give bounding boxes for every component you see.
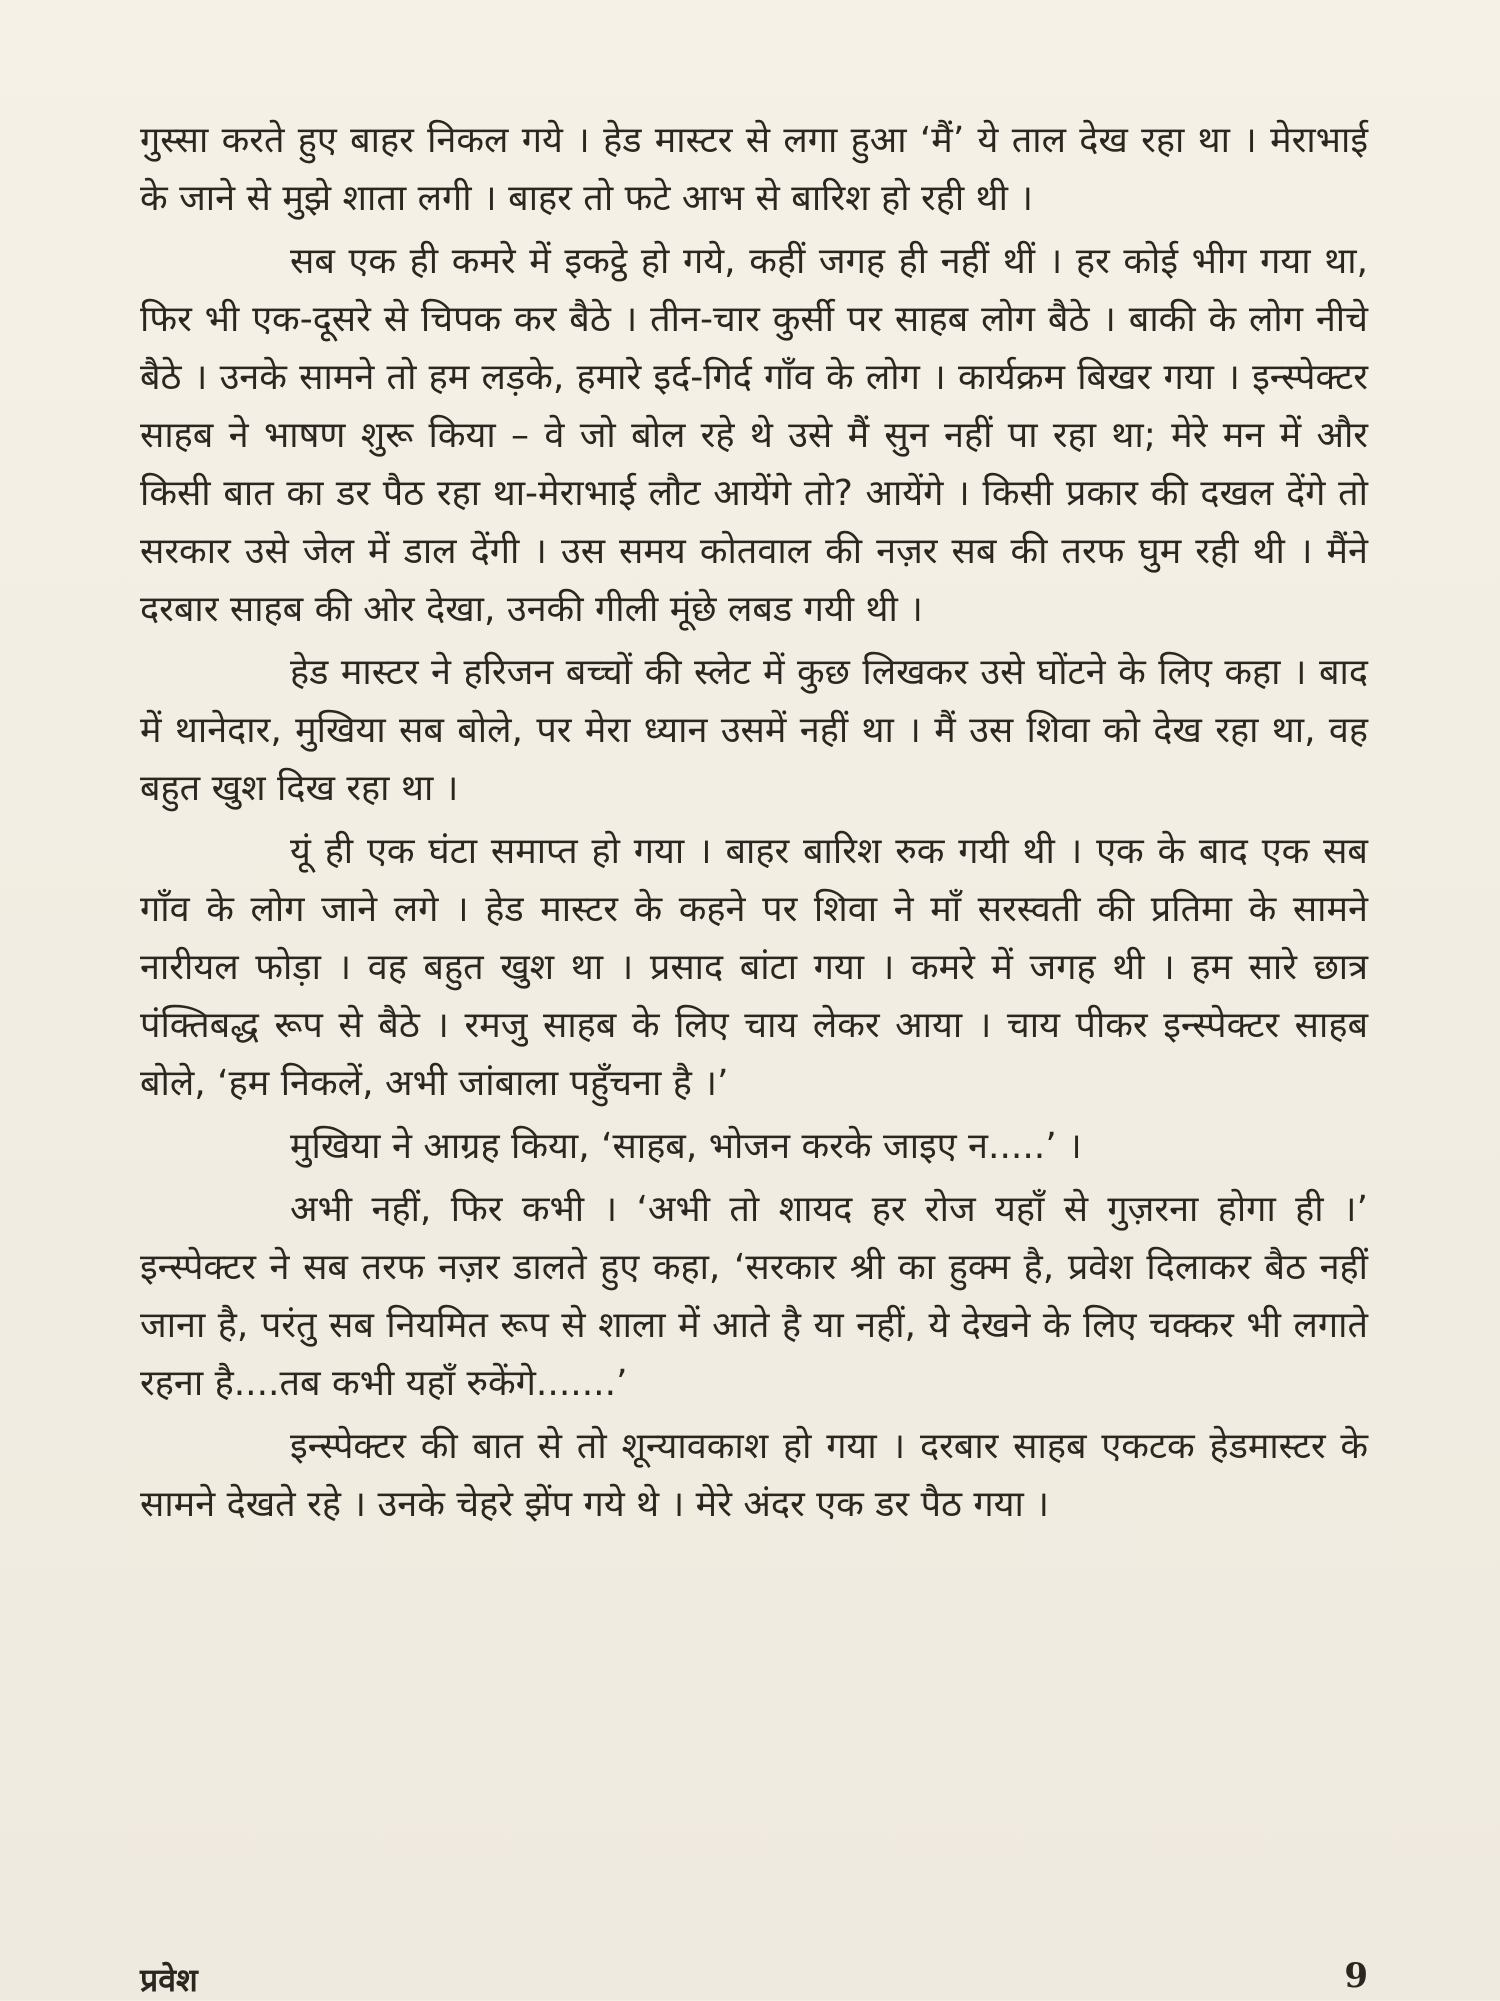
body-text	[140, 112, 1368, 1539]
running-footer-title: प्रवेश	[140, 1961, 198, 1999]
paragraph-2: सब एक ही कमरे में इकट्ठे हो गये, कहीं जगह ही नहीं थीं । हर कोई भीग गया था, फिर भी एक-दूसरे से चिपक कर बैठे । तीन-चार कुर्सी पर साहब लोग बैठे । बाकी के लोग नीचे बैठे । उनके सामने तो हम लड़के, हमारे इर्द-गिर्द गाँव के लोग । कार्यक्रम बिखर गया । इन्स्पेक्टर साहब ने भाषण शुरू किया – वे जो बोल रहे थे उसे मैं सुन नहीं पा रहा था; मेरे मन में और किसी बात का डर पैठ रहा था-मेराभाई लौट आयेंगे तो? आयेंगे । किसी प्रकार की दखल देंगे तो सरकार उसे जेल में डाल देंगी । उस समय कोतवाल की नज़र सब की तरफ घुम रही थी । मैंने दरबार साहब की ओर देखा, उनकी गीली मूंछे लबड गयी थी ।	[140, 241, 1368, 630]
paragraph-4: यूं ही एक घंटा समाप्त हो गया । बाहर बारिश रुक गयी थी । एक के बाद एक सब गाँव के लोग जाने लगे । हेड मास्टर के कहने पर शिवा ने माँ सरस्वती की प्रतिमा के सामने नारीयल फोड़ा । वह बहुत खुश था । प्रसाद बांटा गया । कमरे में जगह थी । हम सारे छात्र पंक्तिबद्ध रूप से बैठे । रमजु साहब के लिए चाय लेकर आया । चाय पीकर इन्स्पेक्टर साहब बोले, ‘हम निकलें, अभी जांबाला पहुँचना है ।’	[140, 831, 1368, 1104]
paragraph-3: हेड मास्टर ने हरिजन बच्चों की स्लेट में कुछ लिखकर उसे घोंटने के लिए कहा । बाद में थानेदार, मुखिया सब बोले, पर मेरा ध्यान उसमें नहीं था । मैं उस शिवा को देख रहा था, वह बहुत खुश दिख रहा था ।	[140, 652, 1368, 809]
paragraph-7: इन्स्पेक्टर की बात से तो शून्यावकाश हो गया । दरबार साहब एकटक हेडमास्टर के सामने देखते रहे । उनके चेहरे झेंप गये थे । मेरे अंदर एक डर पैठ गया ।	[140, 1426, 1368, 1525]
paragraph-6: अभी नहीं, फिर कभी । ‘अभी तो शायद हर रोज यहाँ से गुज़रना होगा ही ।’ इन्स्पेक्टर ने सब तरफ नज़र डालते हुए कहा, ‘सरकार श्री का हुक्म है, प्रवेश दिलाकर बैठ नहीं जाना है, परंतु सब नियमित रूप से शाला में आते है या नहीं, ये देखने के लिए चक्कर भी लगाते रहना है....तब कभी यहाँ रुकेंगे.......’	[140, 1189, 1368, 1404]
paragraph-1: गुस्सा करते हुए बाहर निकल गये । हेड मास्टर से लगा हुआ ‘मैं’ ये ताल देख रहा था । मेराभाई के जाने से मुझे शाता लगी । बाहर तो फटे आभ से बारिश हो रही थी ।	[140, 120, 1368, 219]
paragraph-5: मुखिया ने आग्रह किया, ‘साहब, भोजन करके जाइए न.....’ ।	[290, 1126, 1082, 1167]
page-number: 9	[1344, 1956, 1368, 1996]
